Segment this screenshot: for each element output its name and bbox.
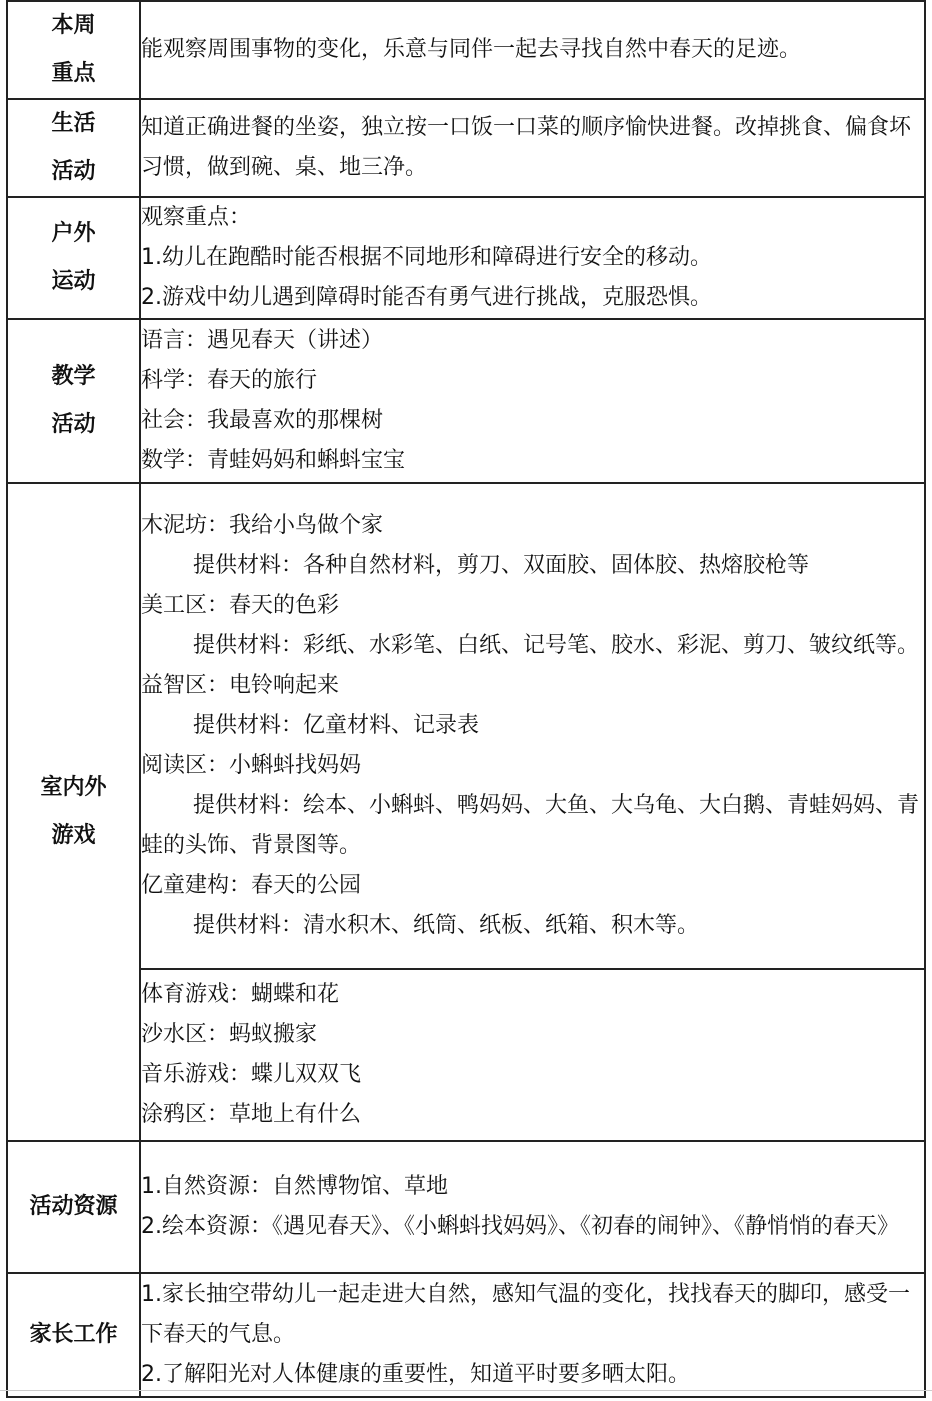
game-line: 沙水区：蚂蚁搬家 — [141, 1022, 318, 1047]
area-materials: 提供材料：各种自然材料，剪刀、双面胶、固体胶、热熔胶枪等 — [193, 553, 810, 578]
area-title: 美工区：春天的色彩 — [141, 593, 340, 618]
resource-line: 2.绘本资源：《遇见春天》、《小蝌蚪找妈妈》、《初春的闹钟》、《静悄悄的春天》 — [141, 1214, 899, 1239]
row-indoor-outdoor-games-2 — [7, 969, 925, 1141]
area-title: 木泥坊：我给小鸟做个家 — [141, 513, 384, 538]
focus-text: 能观察周围事物的变化，乐意与同伴一起去寻找自然中春天的足迹。 — [141, 37, 802, 62]
row-label-activity-resources: 活动资源 — [29, 1194, 118, 1219]
row-label-parent-work: 家长工作 — [29, 1322, 118, 1347]
resource-line: 1.自然资源：自然博物馆、草地 — [141, 1174, 448, 1199]
outdoor-line: 1.幼儿在跑酷时能否根据不同地形和障碍进行安全的移动。 — [141, 245, 712, 270]
label-cell — [7, 99, 140, 197]
game-line: 涂鸦区：草地上有什么 — [141, 1102, 362, 1127]
label-cell — [7, 197, 140, 319]
label-cell — [7, 319, 140, 483]
teaching-line: 社会：我最喜欢的那棵树 — [141, 408, 384, 433]
label-cell — [7, 1273, 140, 1397]
parent-line: 2.了解阳光对人体健康的重要性，知道平时要多晒太阳。 — [141, 1362, 690, 1387]
life-text: 知道正确进餐的坐姿，独立按一口饭一口菜的顺序愉快进餐。改掉挑食、偏食坏习惯，做到碗、桌、地三净。 — [141, 115, 912, 180]
page-bottom-edge — [0, 1390, 932, 1401]
content-cell — [140, 319, 925, 483]
teaching-line: 语言：遇见春天（讲述） — [141, 328, 384, 353]
content-cell — [140, 99, 925, 197]
row-label-weekly-focus: 本周重点 — [51, 13, 96, 86]
game-line: 体育游戏：蝴蝶和花 — [141, 982, 340, 1007]
content-cell — [140, 1, 925, 99]
content-cell — [140, 1273, 925, 1397]
outdoor-line: 观察重点： — [141, 205, 252, 230]
area-materials: 提供材料：清水积木、纸筒、纸板、纸箱、积木等。 — [193, 913, 700, 938]
games-outdoor-block — [140, 969, 925, 1141]
row-indoor-outdoor-games — [7, 483, 925, 969]
row-outdoor-exercise — [7, 197, 925, 319]
area-title: 益智区：电铃响起来 — [141, 673, 340, 698]
row-label-teaching-activities: 教学活动 — [51, 364, 96, 437]
label-cell — [7, 1, 140, 99]
row-label-indoor-outdoor-games: 室内外游戏 — [40, 775, 107, 848]
label-cell — [7, 483, 140, 1141]
row-weekly-focus — [7, 1, 925, 99]
area-title: 亿童建构：春天的公园 — [141, 873, 362, 898]
row-teaching-activities — [7, 319, 925, 483]
content-cell — [140, 197, 925, 319]
area-materials: 提供材料：彩纸、水彩笔、白纸、记号笔、胶水、彩泥、剪刀、皱纹纸等。 — [193, 633, 920, 658]
row-label-life-activities: 生活活动 — [51, 111, 96, 184]
weekly-plan-table — [6, 0, 926, 1398]
parent-line: 1.家长抽空带幼儿一起走进大自然，感知气温的变化，找找春天的脚印，感受一下春天的气息。 — [141, 1282, 910, 1347]
outdoor-line: 2.游戏中幼儿遇到障碍时能否有勇气进行挑战，克服恐惧。 — [141, 285, 712, 310]
row-label-outdoor-exercise: 户外运动 — [51, 221, 96, 294]
row-life-activities — [7, 99, 925, 197]
content-cell — [140, 1141, 925, 1273]
area-title: 阅读区：小蝌蚪找妈妈 — [141, 753, 362, 778]
row-activity-resources — [7, 1141, 925, 1273]
area-materials: 提供材料：亿童材料、记录表 — [193, 713, 480, 738]
teaching-line: 科学：春天的旅行 — [141, 368, 318, 393]
game-line: 音乐游戏：蝶儿双双飞 — [141, 1062, 362, 1087]
row-parent-work — [7, 1273, 925, 1397]
area-materials: 提供材料：绘本、小蝌蚪、鸭妈妈、大鱼、大乌龟、大白鹅、青蛙妈妈、青蛙的头饰、背景图等。 — [141, 793, 920, 858]
teaching-line: 数学：青蛙妈妈和蝌蚪宝宝 — [141, 448, 406, 473]
label-cell — [7, 1141, 140, 1273]
games-area-block — [140, 483, 925, 969]
